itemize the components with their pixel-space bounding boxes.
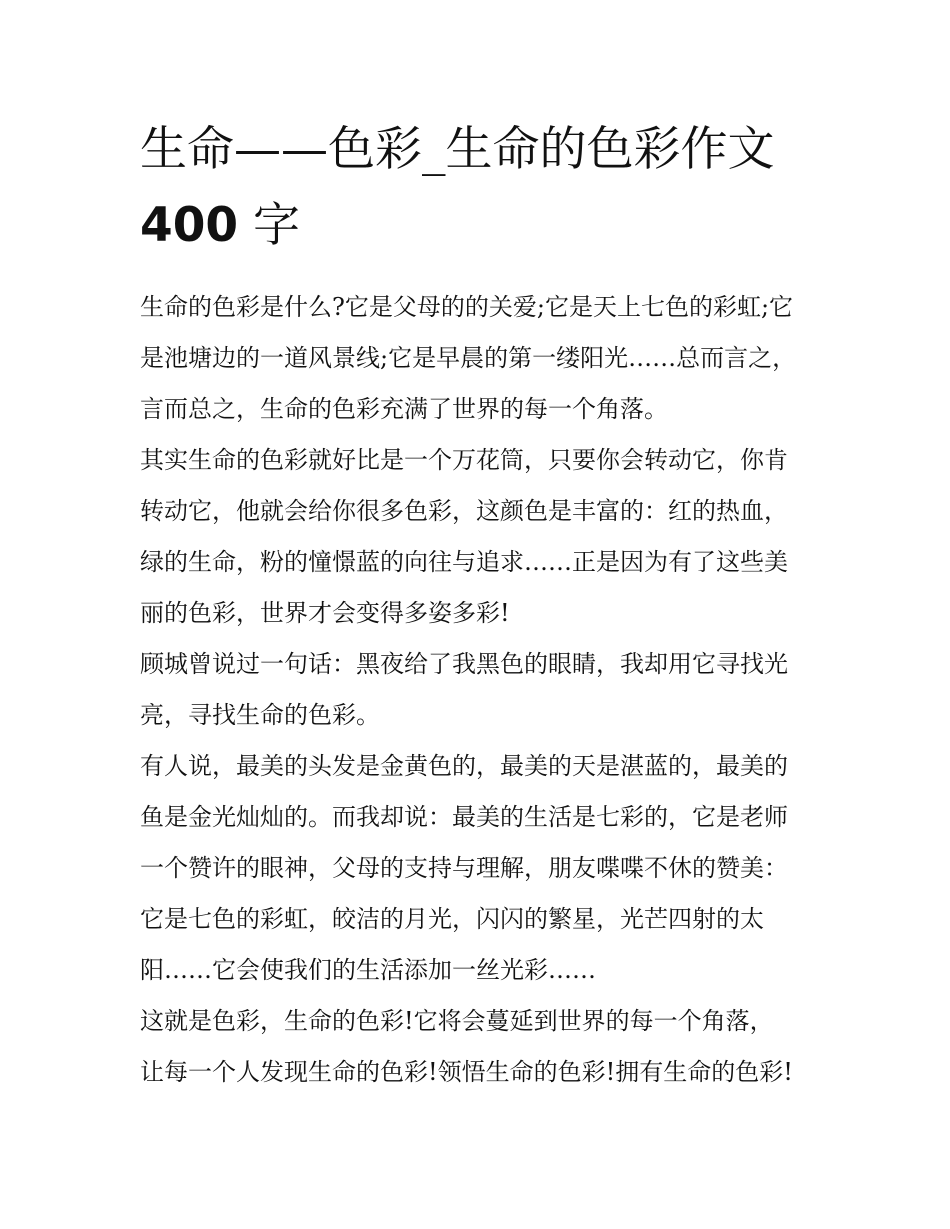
- text-line: 让每一个人发现生命的色彩!领悟生命的色彩!拥有生命的色彩!: [140, 1058, 793, 1086]
- text-line: 这就是色彩，生命的色彩!它将会蔓延到世界的每一个角落，: [140, 1007, 774, 1035]
- title-number: 400: [140, 198, 239, 253]
- text-line: 丽的色彩，世界才会变得多姿多彩!: [140, 599, 510, 627]
- text-line: 是池塘边的一道风景线;它是早晨的第一缕阳光……总而言之，: [140, 344, 797, 372]
- text-line: 绿的生命，粉的憧憬蓝的向往与追求……正是因为有了这些美: [140, 548, 788, 576]
- paragraph-4: [140, 741, 812, 996]
- text-line: 言而总之，生命的色彩充满了世界的每一个角落。: [140, 395, 668, 423]
- document-title: [140, 112, 812, 264]
- paragraph-5: [140, 996, 812, 1098]
- text-line: 一个赞许的眼神，父母的支持与理解，朋友喋喋不休的赞美：: [140, 854, 788, 882]
- text-line: 它是七色的彩虹，皎洁的月光，闪闪的繁星，光芒四射的太: [140, 905, 764, 933]
- document-page: [140, 112, 812, 1098]
- text-line: 阳……它会使我们的生活添加一丝光彩……: [140, 956, 596, 984]
- title-suffix: 字: [238, 198, 301, 253]
- paragraph-3: [140, 639, 812, 741]
- text-line: 其实生命的色彩就好比是一个万花筒，只要你会转动它，你肯: [140, 446, 788, 474]
- text-line: 生命的色彩是什么?它是父母的的关爱;它是天上七色的彩虹;它: [140, 293, 794, 321]
- text-line: 转动它，他就会给你很多色彩，这颜色是丰富的：红的热血，: [140, 497, 788, 525]
- text-line: 亮，寻找生命的色彩。: [140, 701, 380, 729]
- text-line: 鱼是金光灿灿的。而我却说：最美的生活是七彩的，它是老师: [140, 803, 788, 831]
- text-line: 顾城曾说过一句话：黑夜给了我黑色的眼睛，我却用它寻找光: [140, 650, 788, 678]
- paragraph-2: [140, 435, 812, 639]
- title-line-2: [140, 188, 812, 264]
- paragraph-1: [140, 282, 812, 435]
- text-line: 有人说，最美的头发是金黄色的，最美的天是湛蓝的，最美的: [140, 752, 788, 780]
- title-line-1: 生命——色彩_生命的色彩作文: [140, 122, 775, 177]
